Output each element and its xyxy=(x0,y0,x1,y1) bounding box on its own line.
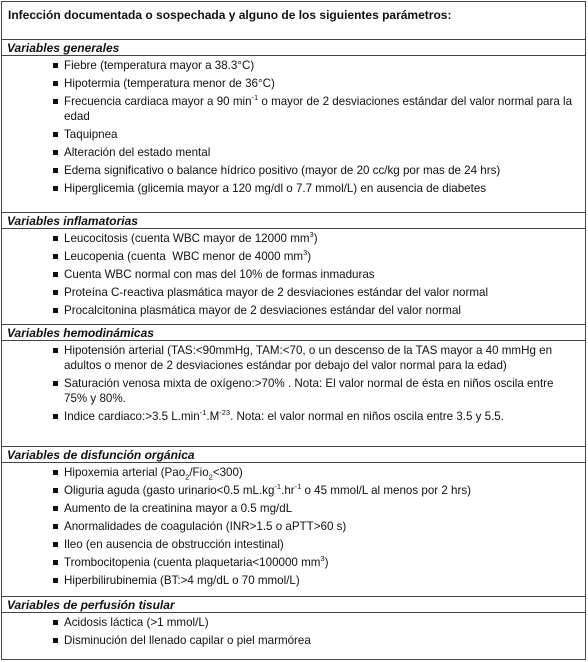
section-body-generales xyxy=(2,56,585,213)
item-text-part: .M xyxy=(206,410,220,423)
list-item xyxy=(64,249,577,264)
section-heading-generales: Variables generales xyxy=(2,40,585,56)
superscript: -23 xyxy=(219,408,231,418)
list-item: Ileo (en ausencia de obstrucción intestinal) xyxy=(64,537,577,552)
item-text-part: Leucopenia (cuenta WBC menor de 4000 mm xyxy=(64,250,304,263)
list-item: Procalcitonina plasmática mayor de 2 desviaciones estándar del valor normal xyxy=(64,303,577,318)
item-text-part: o mayor de 2 desviaciones estándar del valor normal para la edad xyxy=(64,95,573,123)
list-item: Disminución del llenado capilar o piel marmórea xyxy=(64,633,577,648)
section-body-disfuncion-organica xyxy=(2,463,585,597)
superscript: -1 xyxy=(251,93,259,103)
item-text-part: Trombocitopenia (cuenta plaquetaria<100000 mm xyxy=(64,556,321,569)
list-item: Edema significativo o balance hídrico positivo (mayor de 20 cc/kg por mas de 24 hrs) xyxy=(64,163,577,178)
item-text-part: o 45 mmol/L al menos por 2 hrs) xyxy=(301,484,471,497)
list-item: Taquipnea xyxy=(64,127,577,142)
superscript: -1 xyxy=(294,482,302,492)
list-item xyxy=(64,465,577,480)
item-text-part: /Fio xyxy=(189,466,209,479)
superscript: 3 xyxy=(303,248,308,258)
table-title: Infección documentada o sospechada y alguno de los siguientes parámetros: xyxy=(2,2,585,40)
item-text-part: Leucocitosis (cuenta WBC mayor de 12000 mm xyxy=(64,232,310,245)
list-item: Hiperbilirubinemia (BT:>4 mg/dL o 70 mmol/L) xyxy=(64,573,577,588)
section-heading-disfuncion-organica: Variables de disfunción orgánica xyxy=(2,447,585,463)
list-item: Anormalidades de coagulación (INR>1.5 o aPTT>60 s) xyxy=(64,519,577,534)
section-body-inflamatorias xyxy=(2,229,585,325)
item-text-part: Indice cardiaco:>3.5 L.min xyxy=(64,410,200,423)
list-item: Aumento de la creatinina mayor a 0.5 mg/dL xyxy=(64,501,577,516)
list-item: Fiebre (temperatura mayor a 38.3°C) xyxy=(64,58,577,73)
section-body-perfusion-tisular xyxy=(2,613,585,657)
list-item: Saturación venosa mixta de oxígeno:>70% . Nota: El valor normal de ésta en niños oscila entre 75% y 80%. xyxy=(64,376,577,406)
list-item xyxy=(64,94,577,124)
list-item: Proteína C-reactiva plasmática mayor de 2 desviaciones estándar del valor normal xyxy=(64,285,577,300)
item-text-part: . Nota: el valor normal en niños oscila entre 3.5 y 5.5. xyxy=(230,410,504,423)
criteria-table xyxy=(1,1,586,660)
item-text-part: .hr xyxy=(281,484,295,497)
item-text-part: <300) xyxy=(212,466,243,479)
list-item: Alteración del estado mental xyxy=(64,145,577,160)
item-text-part: Oliguria aguda (gasto urinario<0.5 mL.kg xyxy=(64,484,275,497)
list-item xyxy=(64,483,577,498)
list-item xyxy=(64,555,577,570)
list-item xyxy=(64,409,577,424)
item-text-part: Frecuencia cardiaca mayor a 90 min xyxy=(64,95,252,108)
list-item: Hiperglicemia (glicemia mayor a 120 mg/dl o 7.7 mmol/L) en ausencia de diabetes xyxy=(64,181,577,196)
item-text-part: ) xyxy=(307,250,312,263)
item-text-part: ) xyxy=(324,556,329,569)
list-item: Cuenta WBC normal con mas del 10% de formas inmaduras xyxy=(64,267,577,282)
section-heading-inflamatorias: Variables inflamatorias xyxy=(2,213,585,229)
subscript: 2 xyxy=(208,472,213,482)
list-item xyxy=(64,231,577,246)
list-item: Hipotensión arterial (TAS:<90mmHg, TAM:<70, o un descenso de la TAS mayor a 40 mmHg en adultos o menor de 2 desviaciones estándar por debajo del valor normal para la edad) xyxy=(64,343,577,373)
subscript: 2 xyxy=(185,472,190,482)
superscript: 3 xyxy=(320,554,325,564)
superscript: -1 xyxy=(199,408,207,418)
section-heading-hemodinamicas: Variables hemodinámicas xyxy=(2,325,585,341)
list-item: Hipotermia (temperatura menor de 36°C) xyxy=(64,76,577,91)
superscript: -1 xyxy=(274,482,282,492)
list-item: Acidosis láctica (>1 mmol/L) xyxy=(64,615,577,630)
section-body-hemodinamicas xyxy=(2,341,585,447)
section-heading-perfusion-tisular: Variables de perfusión tisular xyxy=(2,597,585,613)
item-text-part: ) xyxy=(313,232,318,245)
item-text-part: Hipoxemia arterial (Pao xyxy=(64,466,186,479)
superscript: 3 xyxy=(309,230,314,240)
